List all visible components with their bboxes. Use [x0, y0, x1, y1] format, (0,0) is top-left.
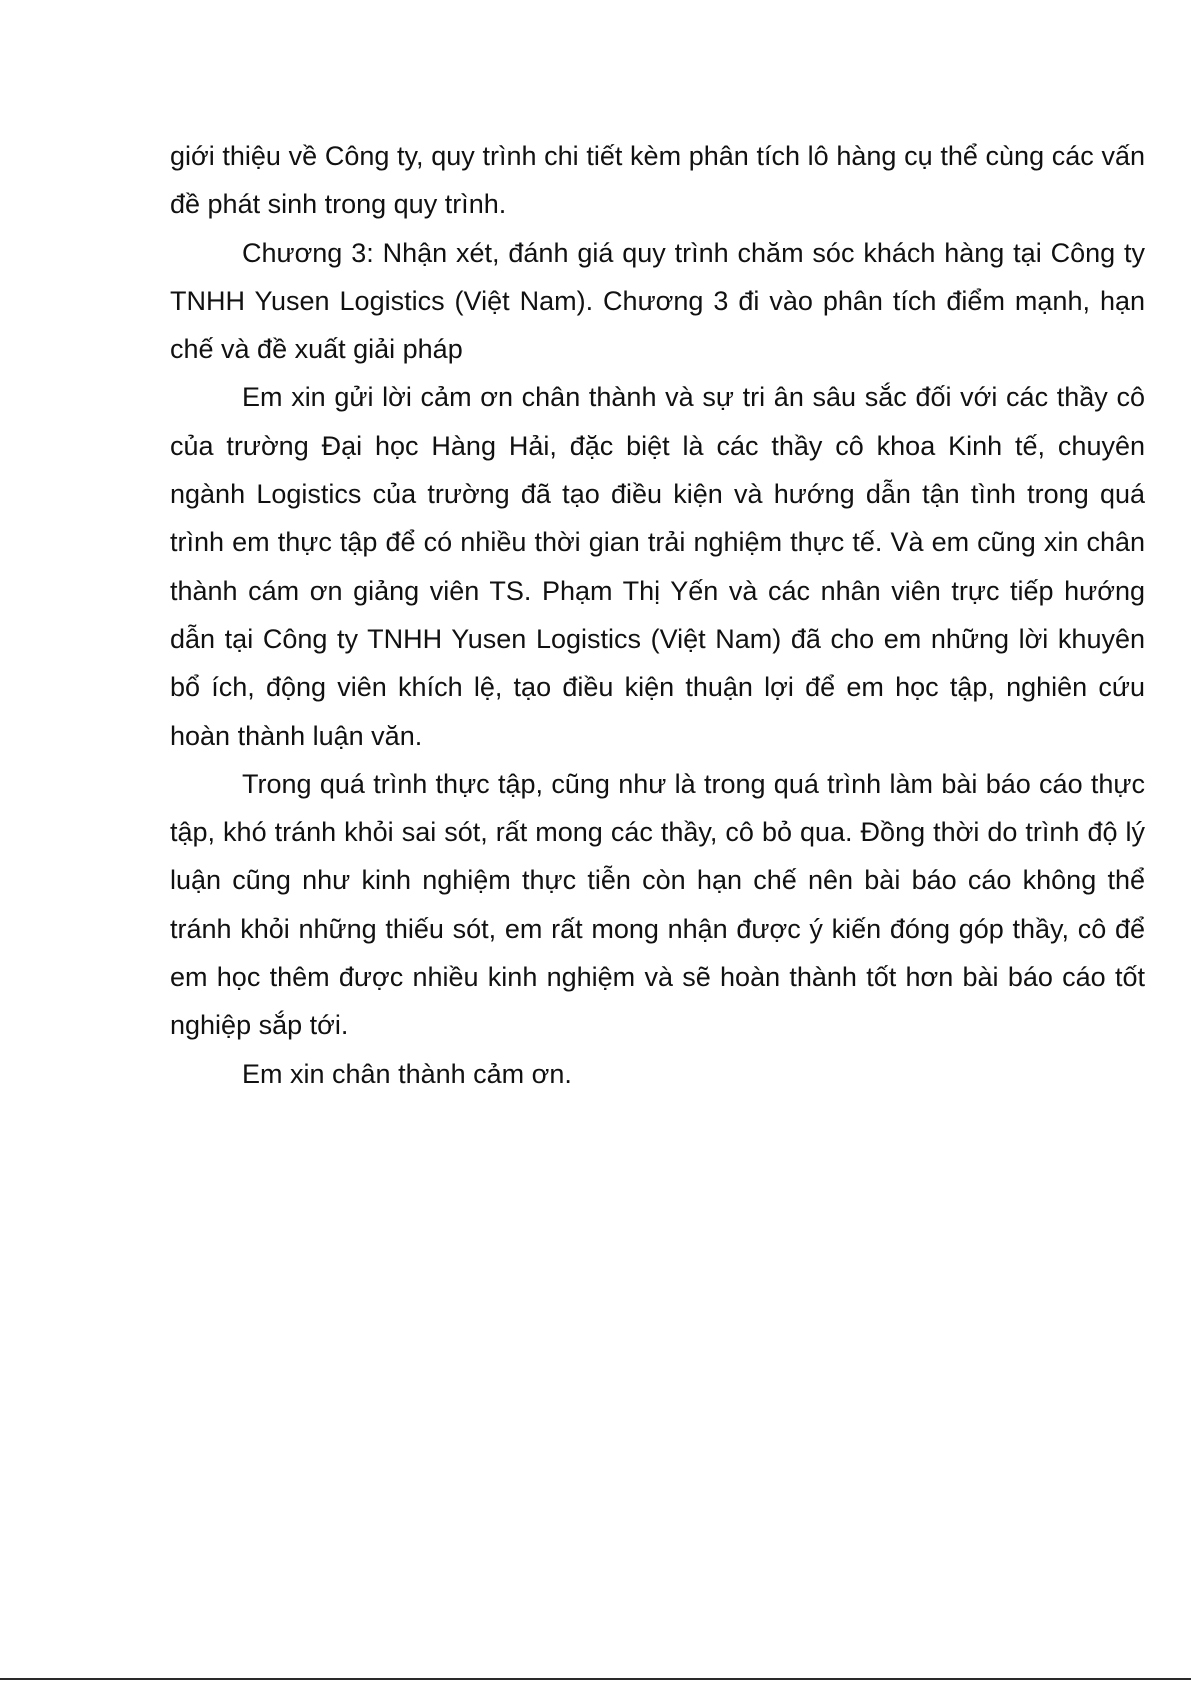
paragraph-continuation: giới thiệu về Công ty, quy trình chi tiết kèm phân tích lô hàng cụ thể cùng các vấn đề phát sinh trong quy trình. — [170, 141, 1145, 220]
body-text — [170, 132, 1145, 1098]
paragraph-chapter-3: Chương 3: Nhận xét, đánh giá quy trình chăm sóc khách hàng tại Công ty TNHH Yusen Logistics (Việt Nam). Chương 3 đi vào phân tích điểm mạnh, hạn chế và đề xuất giải pháp — [170, 237, 1145, 365]
paragraph-acknowledgement: Em xin gửi lời cảm ơn chân thành và sự tri ân sâu sắc đối với các thầy cô của trường Đại học Hàng Hải, đặc biệt là các thầy cô khoa Kinh tế, chuyên ngành Logistics của trường đã tạo điều kiện và hướng dẫn tận tình trong quá trình em thực tập để có nhiều thời gian trải nghiệm thực tế. Và em cũng xin chân thành cám ơn giảng viên TS. Phạm Thị Yến và các nhân viên trực tiếp hướng dẫn tại Công ty TNHH Yusen Logistics (Việt Nam) đã cho em những lời khuyên bổ ích, động viên khích lệ, tạo điều kiện thuận lợi để em học tập, nghiên cứu hoàn thành luận văn. — [170, 382, 1145, 751]
footer-divider — [0, 1678, 1191, 1680]
paragraph-closing: Em xin chân thành cảm ơn. — [242, 1058, 572, 1089]
paragraph-apology: Trong quá trình thực tập, cũng như là trong quá trình làm bài báo cáo thực tập, khó tránh khỏi sai sót, rất mong các thầy, cô bỏ qua. Đồng thời do trình độ lý luận cũng như kinh nghiệm thực tiễn còn hạn chế nên bài báo cáo không thể tránh khỏi những thiếu sót, em rất mong nhận được ý kiến đóng góp thầy, cô để em học thêm được nhiều kinh nghiệm và sẽ hoàn thành tốt hơn bài báo cáo tốt nghiệp sắp tới. — [170, 768, 1145, 1041]
